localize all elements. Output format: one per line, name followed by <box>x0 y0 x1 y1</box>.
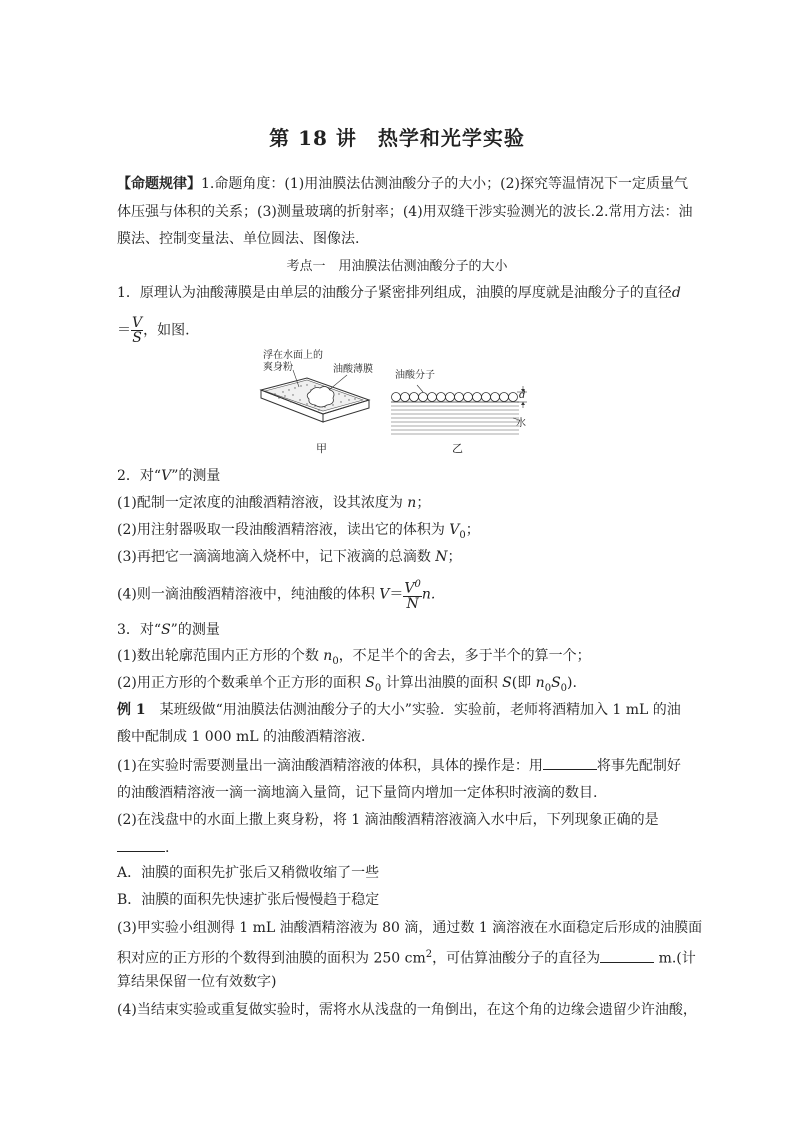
question-2-line-1: (2)在浅盘中的水面上撒上爽身粉，将 1 滴油酸酒精溶液滴入水中后，下列现象正确的是 <box>117 812 659 828</box>
figure-oil-film <box>255 350 545 460</box>
step-tail: ； <box>447 549 462 565</box>
step-text: (2)用注射器吸取一段油酸酒精溶液，读出它的体积为 <box>117 522 450 538</box>
caption-yi: 乙 <box>452 442 463 455</box>
frac-denominator: S <box>132 330 142 346</box>
label-d: d <box>519 390 526 401</box>
caption-jia: 甲 <box>316 442 327 455</box>
v-step-4 <box>117 578 435 611</box>
step-text-2: 计算出油膜的面积 <box>381 675 503 691</box>
example-label: 例 1 <box>117 702 146 718</box>
page-title: 第 18 讲 热学和光学实验 <box>269 126 525 150</box>
subscript: 0 <box>544 682 552 694</box>
s-step-1 <box>117 646 591 672</box>
subscript: 0 <box>332 655 339 667</box>
superscript: 2 <box>425 949 433 960</box>
figure-svg <box>255 350 545 460</box>
var-N: N <box>435 549 448 565</box>
question-text-3: m.(计 <box>654 950 696 967</box>
var-n: n <box>407 495 417 511</box>
equal-sign: ＝ <box>117 322 131 339</box>
molecule-layer-drawing <box>391 385 527 434</box>
question-3-line-1: (3)甲实验小组测得 1 mL 油酸酒精溶液为 80 滴，通过数 1 滴溶液在水面稳定后形成的油膜面 <box>117 920 703 936</box>
question-3-line-2 <box>117 945 696 969</box>
step-text: (3)再把它一滴滴地滴入烧杯中，记下液滴的总滴数 <box>117 549 436 565</box>
answer-blank-3[interactable] <box>600 948 654 963</box>
numerator-var: V <box>404 580 415 597</box>
var-v0: V <box>449 522 460 538</box>
rule-text-3: 膜法、控制变量法、单位圆法、图像法. <box>117 231 360 247</box>
section-heading: 考点一 用油膜法估测油酸分子的大小 <box>286 259 508 274</box>
question-3-line-3: 算结果保留一位有效数字) <box>117 974 277 990</box>
var-s0: S <box>551 675 561 691</box>
var-n0: n <box>323 648 333 664</box>
rule-text-2: 体压强与体积的关系；(3)测量玻璃的折射率；(4)用双缝干涉实验测光的波长.2.常用方法：油 <box>117 204 693 220</box>
tray-drawing <box>261 370 369 422</box>
step-tail: n. <box>421 586 436 603</box>
numerator-sup: 0 <box>414 579 421 590</box>
step-text: (1)数出轮廓范围内正方形的个数 <box>117 648 324 664</box>
label-powder-1: 浮在水面上的 <box>263 350 323 361</box>
heading-text: 3．对“ <box>117 622 162 638</box>
principle-line-1 <box>117 283 681 303</box>
label-oil-film: 油酸薄膜 <box>333 364 373 375</box>
label-water: 水 <box>516 418 526 429</box>
var-v: V <box>161 468 172 484</box>
question-text: 积对应的正方形的个数得到油膜的面积为 250 cm <box>117 950 426 967</box>
fraction-v-over-s <box>131 316 143 345</box>
subscript: 0 <box>560 682 568 694</box>
v-measure-heading <box>117 466 220 486</box>
option-a: A．油膜的面积先扩张后又稍微收缩了一些 <box>117 865 380 881</box>
principle-formula <box>117 316 190 345</box>
v-step-1 <box>117 493 430 513</box>
v-step-2 <box>117 520 480 546</box>
principle-tail: ，如图. <box>143 322 190 339</box>
heading-text: 2．对“ <box>117 468 162 484</box>
var-s: S <box>502 675 512 691</box>
question-2-line-2 <box>117 837 169 858</box>
frac-denominator: N <box>406 595 419 612</box>
heading-tail: ”的测量 <box>170 622 220 638</box>
question-text: (1)在实验时需要测量出一滴油酸酒精溶液的体积，具体的操作是：用 <box>117 758 543 774</box>
heading-tail: ”的测量 <box>171 468 221 484</box>
var-s0: S <box>365 675 375 691</box>
step-text: (4)则一滴油酸酒精溶液中，纯油酸的体积 <box>117 586 380 603</box>
equal-sign: ＝ <box>389 586 404 603</box>
var-d: d <box>671 285 681 301</box>
paren-close: ). <box>567 675 577 691</box>
step-tail: ； <box>416 495 431 511</box>
example-text: 某班级做“用油膜法估测油酸分子的大小”实验．实验前，老师将酒精加入 1 mL 的油 <box>145 702 681 718</box>
var-n0: n <box>535 675 545 691</box>
question-4-line-1: (4)当结束实验或重复做实验时，需将水从浅盘的一角倒出，在这个角的边缘会遗留少许油酸， <box>117 1002 697 1018</box>
paren-open: (即 <box>511 675 536 691</box>
question-tail: . <box>165 840 170 856</box>
step-tail: ； <box>465 522 480 538</box>
label-powder-2: 爽身粉 <box>263 362 293 373</box>
rule-label: 【命题规律】 <box>117 176 201 192</box>
example-line-1 <box>117 700 681 720</box>
var-s: S <box>161 622 171 638</box>
rule-text-1: 1.命题角度：(1)用油膜法估测油酸分子的大小；(2)探究等温情况下一定质量气 <box>201 176 689 192</box>
answer-blank-1[interactable] <box>543 755 597 770</box>
principle-text: 1．原理认为油酸薄膜是由单层的油酸分子紧密排列组成，油膜的厚度就是油酸分子的直径 <box>117 285 672 301</box>
question-text-2: ，可估算油酸分子的直径为 <box>432 950 601 967</box>
s-step-2 <box>117 673 577 699</box>
subscript: 0 <box>374 682 382 694</box>
var-v: V <box>379 586 390 603</box>
option-b: B．油膜的面积先快速扩张后慢慢趋于稳定 <box>117 892 380 908</box>
question-text-2: 将事先配制好 <box>596 758 681 774</box>
s-measure-heading <box>117 620 220 640</box>
question-1-line-1 <box>117 755 681 776</box>
label-oil-molecule: 油酸分子 <box>395 370 435 381</box>
subscript: 0 <box>459 529 466 541</box>
frac-numerator: V <box>132 315 143 331</box>
frac-numerator <box>403 578 422 597</box>
fraction-v0-over-n <box>403 578 422 611</box>
example-line-2: 酸中配制成 1 000 mL 的油酸酒精溶液． <box>117 729 376 745</box>
step-tail: ，不足半个的舍去，多于半个的算一个； <box>338 648 591 664</box>
question-1-line-2: 的油酸酒精溶液一滴一滴地滴入量筒，记下量筒内增加一定体积时液滴的数目. <box>117 785 598 801</box>
v-step-3 <box>117 547 462 567</box>
answer-blank-2[interactable] <box>117 837 165 852</box>
step-text: (2)用正方形的个数乘单个正方形的面积 <box>117 675 366 691</box>
step-text: (1)配制一定浓度的油酸酒精溶液，设其浓度为 <box>117 495 408 511</box>
rule-line-1 <box>117 174 688 194</box>
